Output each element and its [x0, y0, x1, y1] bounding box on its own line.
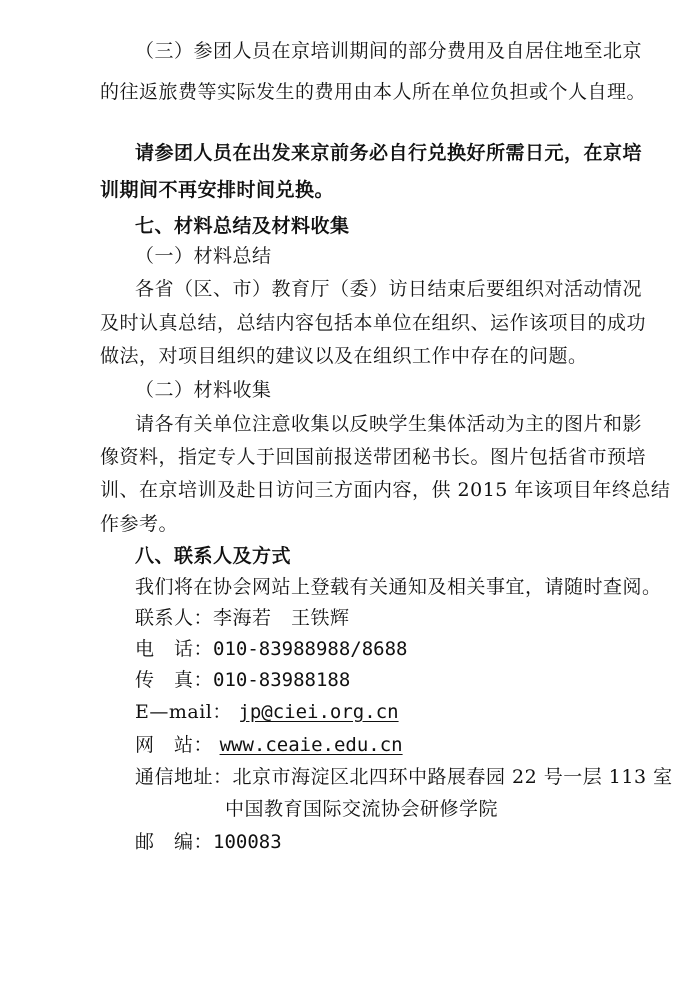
item3-line2: 的往返旅费等实际发生的费用由本人所在单位负担或个人自理。 — [100, 81, 647, 103]
address-row — [135, 765, 673, 789]
address-line1: 北京市海淀区北四环中路展春园 22 号一层 113 室 — [232, 766, 673, 788]
section7-sub1-para-line2: 及时认真总结，总结内容包括本单位在组织、运作该项目的成功 — [100, 312, 647, 334]
section8-intro: 我们将在协会网站上登载有关通知及相关事宜，请随时查阅。 — [135, 576, 662, 598]
exchange-notice-line2: 训期间不再安排时间兑换。 — [100, 179, 335, 201]
fax-number: 010-83988188 — [213, 669, 351, 691]
email-label: E—mail： — [135, 701, 232, 723]
section7-heading: 七、材料总结及材料收集 — [135, 215, 350, 237]
fax-row — [135, 668, 640, 692]
phone-row — [135, 637, 640, 661]
contact-names: 李海若 王铁辉 — [213, 607, 350, 629]
postcode-label: 邮 编： — [135, 831, 214, 853]
section7-sub2-heading: （二）材料收集 — [135, 379, 272, 401]
website-row — [135, 733, 640, 757]
section7-sub1-para-line3: 做法，对项目组织的建议以及在组织工作中存在的问题。 — [100, 345, 588, 367]
postcode-row — [135, 830, 640, 854]
contact-row — [135, 606, 640, 630]
phone-number: 010-83988988/8688 — [213, 638, 408, 660]
address-label: 通信地址： — [135, 766, 233, 788]
address-line2: 中国教育国际交流协会研修学院 — [225, 798, 499, 820]
section7-sub2-para-line1: 请各有关单位注意收集以反映学生集体活动为主的图片和影 — [135, 413, 643, 435]
section7-sub2-para-line4: 作参考。 — [100, 513, 179, 535]
item3-line1: （三）参团人员在京培训期间的部分费用及自居住地至北京 — [135, 40, 643, 62]
section7-sub2-para-line3: 训、在京培训及赴日访问三方面内容，供 2015 年该项目年终总结 — [100, 479, 671, 501]
section7-sub2-para-line2: 像资料，指定专人于回国前报送带团秘书长。图片包括省市预培 — [100, 446, 647, 468]
fax-label: 传 真： — [135, 669, 214, 691]
email-row — [135, 700, 640, 724]
website-label: 网 站： — [135, 734, 214, 756]
postcode-value: 100083 — [213, 831, 282, 853]
section7-sub1-heading: （一）材料总结 — [135, 245, 272, 267]
contact-label: 联系人： — [135, 607, 214, 629]
email-link[interactable]: jp@ciei.org.cn — [238, 701, 399, 723]
exchange-notice-line1: 请参团人员在出发来京前务必自行兑换好所需日元，在京培 — [135, 142, 643, 164]
section8-heading: 八、联系人及方式 — [135, 545, 292, 567]
phone-label: 电 话： — [135, 638, 214, 660]
website-link[interactable]: www.ceaie.edu.cn — [219, 734, 403, 756]
section7-sub1-para-line1: 各省（区、市）教育厅（委）访日结束后要组织对活动情况 — [135, 278, 643, 300]
